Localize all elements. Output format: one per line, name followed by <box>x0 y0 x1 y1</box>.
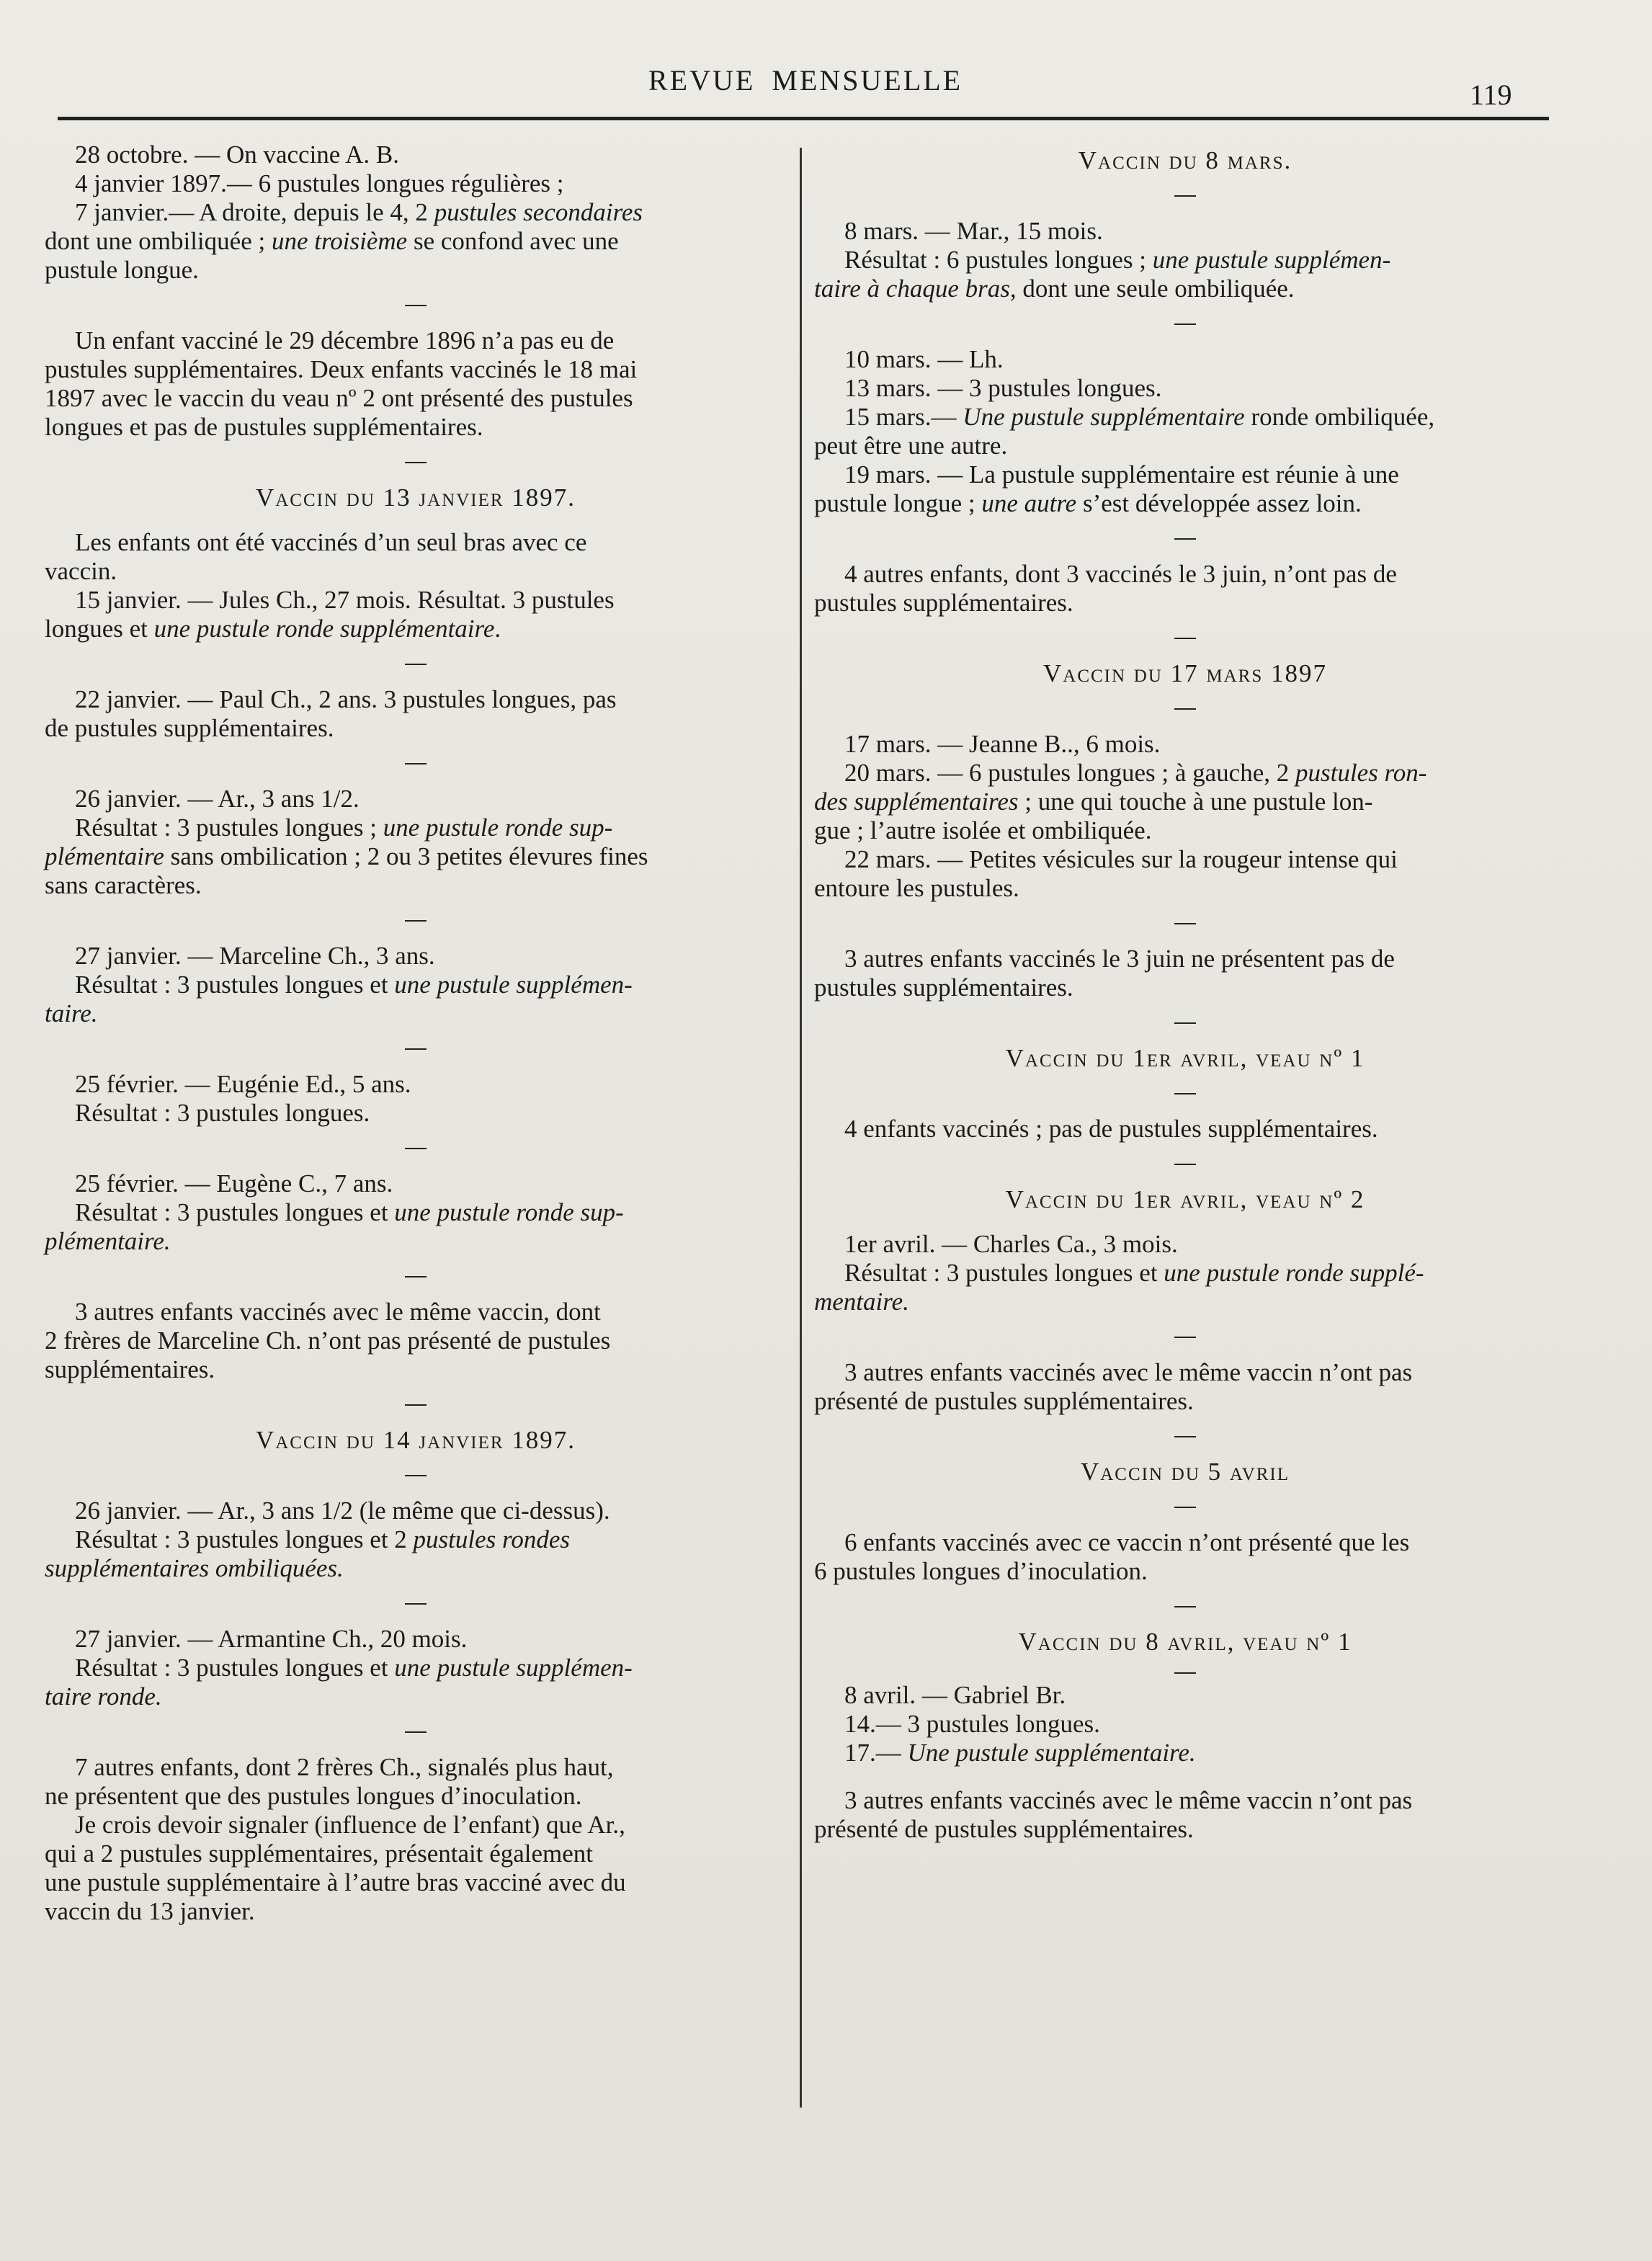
italic-span: supplémentaires ombiliquées. <box>45 1554 344 1582</box>
italic-span: une autre <box>981 489 1077 517</box>
section-heading: Vaccin du 14 janvier 1897. <box>255 1426 576 1454</box>
italic-span: pustules ron- <box>1295 759 1427 787</box>
italic-span: taire à chaque bras, <box>814 275 1017 303</box>
left-column <box>45 141 787 1926</box>
text-line <box>814 275 1556 303</box>
text-line <box>45 1682 787 1711</box>
text-span: Résultat : 3 pustules longues ; <box>75 813 383 842</box>
text-line: 4 autres enfants, dont 3 vaccinés le 3 juin, n’ont pas de <box>844 560 1397 588</box>
text-line: 25 février. — Eugène C., 7 ans. <box>75 1169 393 1198</box>
text-line <box>45 198 787 227</box>
separator-dash <box>1174 1507 1196 1508</box>
section-heading: Vaccin du 5 avril <box>1080 1458 1290 1486</box>
entry-27-janvier <box>45 942 787 1028</box>
italic-span: des supplémentaires <box>814 788 1019 816</box>
text-line: 3 autres enfants vaccinés avec le même vaccin n’ont pas <box>844 1358 1413 1386</box>
text-line: peut être une autre. <box>814 432 1008 460</box>
paragraph-3-autres-juin <box>814 945 1556 1002</box>
text-line: longues et pas de pustules supplémentaires. <box>45 413 483 441</box>
text-line: 28 octobre. — On vaccine A. B. <box>75 141 400 169</box>
italic-span: taire. <box>45 999 98 1027</box>
text-span: Résultat : 6 pustules longues ; <box>844 246 1153 274</box>
column-divider <box>800 148 802 2108</box>
text-line <box>45 999 787 1028</box>
text-line: Je crois devoir signaler (influence de l’enfant) que Ar., <box>75 1811 625 1839</box>
text-span: 7 janvier.— A droite, depuis le 4, 2 <box>75 198 434 226</box>
text-line <box>45 227 787 256</box>
italic-span: une pustule supplémen- <box>394 971 633 999</box>
text-line <box>814 1739 1556 1767</box>
separator-dash <box>1174 1337 1196 1338</box>
separator-dash <box>405 1603 427 1605</box>
spacer <box>814 1767 1556 1786</box>
text-line: 7 autres enfants, dont 2 frères Ch., signalés plus haut, <box>75 1753 614 1781</box>
text-line: présenté de pustules supplémentaires. <box>814 1815 1194 1843</box>
entry-26-janvier <box>45 785 787 900</box>
italic-span: une pustule ronde supplémentaire <box>153 615 495 643</box>
entry-27-janvier-armantine <box>45 1625 787 1711</box>
text-line <box>45 842 787 871</box>
text-line <box>814 1288 1556 1316</box>
text-span: Résultat : 3 pustules longues et 2 <box>75 1525 414 1553</box>
text-line: Les enfants ont été vaccinés d’un seul bras avec ce <box>75 528 587 556</box>
text-line: supplémentaires. <box>45 1355 215 1383</box>
entry-8-avril <box>814 1681 1556 1767</box>
text-line <box>45 1227 787 1256</box>
separator-dash <box>405 462 427 463</box>
text-line: 6 pustules longues d’inoculation. <box>814 1557 1148 1585</box>
paragraph-4-enfants <box>814 1115 1556 1143</box>
text-span: sans ombilication ; 2 ou 3 petites élevures fines <box>164 842 648 870</box>
running-title: REVUE MENSUELLE <box>648 64 963 97</box>
separator-dash <box>1174 538 1196 540</box>
separator-dash <box>405 664 427 665</box>
text-line: 27 janvier. — Armantine Ch., 20 mois. <box>75 1625 468 1653</box>
text-line: 15 janvier. — Jules Ch., 27 mois. Résultat. 3 pustules <box>75 586 615 614</box>
separator-dash <box>1174 923 1196 924</box>
text-line <box>814 403 1556 432</box>
text-span: Résultat : 3 pustules longues et <box>75 971 395 999</box>
separator-dash <box>1174 1022 1196 1024</box>
separator-dash <box>405 1276 427 1277</box>
italic-span: plémentaire <box>45 842 164 870</box>
text-line: 3 autres enfants vaccinés avec le même vaccin n’ont pas <box>844 1786 1413 1814</box>
separator-dash <box>1174 324 1196 325</box>
italic-span: mentaire. <box>814 1288 909 1316</box>
separator-dash <box>405 1148 427 1149</box>
separator-dash <box>1174 1606 1196 1607</box>
text-line: 6 enfants vaccinés avec ce vaccin n’ont présenté que les <box>844 1528 1410 1556</box>
text-line <box>814 759 1556 788</box>
text-line: ne présentent que des pustules longues d’inoculation. <box>45 1782 582 1810</box>
section-heading: Vaccin du 1er avril, veau nº 2 <box>1005 1185 1365 1213</box>
text-line: pustules supplémentaires. <box>814 589 1073 617</box>
text-line: 25 février. — Eugénie Ed., 5 ans. <box>75 1070 411 1098</box>
separator-dash <box>1174 638 1196 639</box>
text-span: 15 mars.— <box>844 403 963 431</box>
entry-25-fevrier-eugene <box>45 1169 787 1256</box>
text-line: 3 autres enfants vaccinés avec le même vaccin, dont <box>75 1298 601 1326</box>
text-span: . <box>494 615 501 643</box>
paragraph-4-autres <box>814 560 1556 617</box>
separator-dash <box>1174 1436 1196 1437</box>
text-line: 19 mars. — La pustule supplémentaire est réunie à une <box>844 460 1399 489</box>
text-line: 22 mars. — Petites vésicules sur la rougeur intense qui <box>844 845 1398 873</box>
section-heading: Vaccin du 1er avril, veau nº 1 <box>1005 1044 1365 1072</box>
italic-span: une pustule ronde supplé- <box>1164 1259 1424 1287</box>
italic-span: pustules secondaires <box>434 198 643 226</box>
text-line: Un enfant vacciné le 29 décembre 1896 n’a pas eu de <box>75 326 615 354</box>
paragraph-3-autres-meme-vaccin <box>814 1358 1556 1416</box>
separator-dash <box>1174 1093 1196 1094</box>
text-line: 4 enfants vaccinés ; pas de pustules supplémentaires. <box>844 1115 1378 1143</box>
text-span: dont une ombiliquée ; <box>45 227 272 255</box>
entry-1er-avril <box>814 1230 1556 1316</box>
separator-dash <box>1174 1672 1196 1674</box>
separator-dash <box>405 1475 427 1476</box>
text-line: 26 janvier. — Ar., 3 ans 1/2. <box>75 785 360 813</box>
section-heading: Vaccin du 8 mars. <box>1078 146 1292 174</box>
right-column <box>814 141 1556 1844</box>
text-line: 26 janvier. — Ar., 3 ans 1/2 (le même que ci-dessus). <box>75 1497 610 1525</box>
text-line: pustule longue. <box>45 256 199 284</box>
entry-28-octobre <box>45 141 787 285</box>
text-span: Résultat : 3 pustules longues et <box>75 1198 395 1226</box>
text-line: 2 frères de Marceline Ch. n’ont pas présenté de pustules <box>45 1326 611 1355</box>
separator-dash <box>1174 195 1196 197</box>
section-heading: Vaccin du 13 janvier 1897. <box>255 483 576 512</box>
section-heading: Vaccin du 8 avril, veau nº 1 <box>1018 1628 1352 1656</box>
text-line <box>45 615 787 643</box>
text-span: s’est développée assez loin. <box>1076 489 1362 517</box>
text-line: 4 janvier 1897.— 6 pustules longues régulières ; <box>75 169 564 197</box>
italic-span: pustules rondes <box>413 1525 570 1553</box>
italic-span: Une pustule supplémentaire. <box>907 1739 1196 1767</box>
text-line: 27 janvier. — Marceline Ch., 3 ans. <box>75 942 435 970</box>
separator-dash <box>405 763 427 764</box>
paragraph-3-autres-final <box>814 1786 1556 1844</box>
text-span: 20 mars. — 6 pustules longues ; à gauche, 2 <box>844 759 1296 787</box>
paragraph-conclusion <box>45 1753 787 1926</box>
italic-span: taire ronde. <box>45 1682 162 1711</box>
text-span: Résultat : 3 pustules longues et <box>844 1259 1164 1287</box>
separator-dash <box>1174 708 1196 710</box>
entry-26-janvier-bis <box>45 1497 787 1583</box>
page-number: 119 <box>1470 79 1512 111</box>
paragraph-autres-enfants <box>45 1298 787 1384</box>
text-span: Résultat : 3 pustules longues et <box>75 1654 395 1682</box>
text-line <box>814 489 1556 518</box>
entry-10-mars <box>814 345 1556 518</box>
text-line <box>814 788 1556 816</box>
text-span: ronde ombiliquée, <box>1244 403 1435 431</box>
entry-13-janvier <box>45 528 787 643</box>
text-line: 3 autres enfants vaccinés le 3 juin ne présentent pas de <box>844 945 1395 973</box>
entry-25-fevrier-eugenie <box>45 1070 787 1128</box>
text-line: 14.— 3 pustules longues. <box>844 1710 1100 1738</box>
text-line: entoure les pustules. <box>814 874 1019 902</box>
text-line <box>45 1654 787 1682</box>
italic-span: une pustule supplémen- <box>394 1654 633 1682</box>
text-span: 17.— <box>844 1739 908 1767</box>
text-line <box>45 1525 787 1554</box>
text-line <box>45 1554 787 1583</box>
text-line: une pustule supplémentaire à l’autre bras vacciné avec du <box>45 1868 626 1896</box>
header-rule <box>58 117 1549 120</box>
text-line: 22 janvier. — Paul Ch., 2 ans. 3 pustules longues, pas <box>75 685 617 713</box>
italic-span: une pustule supplémen- <box>1152 246 1391 274</box>
text-line <box>45 813 787 842</box>
text-line: présenté de pustules supplémentaires. <box>814 1387 1194 1415</box>
text-line <box>45 971 787 999</box>
text-line: pustules supplémentaires. Deux enfants vaccinés le 18 mai <box>45 355 638 383</box>
italic-span: plémentaire. <box>45 1227 171 1255</box>
text-line: Résultat : 3 pustules longues. <box>75 1099 370 1127</box>
text-line <box>814 1259 1556 1288</box>
text-line: vaccin. <box>45 557 117 585</box>
separator-dash <box>405 305 427 306</box>
italic-span: une pustule ronde sup- <box>394 1198 624 1226</box>
paragraph-29-decembre <box>45 326 787 442</box>
separator-dash <box>405 1404 427 1406</box>
text-line: 8 mars. — Mar., 15 mois. <box>844 217 1103 245</box>
text-line: de pustules supplémentaires. <box>45 714 334 742</box>
separator-dash <box>405 1048 427 1050</box>
separator-dash <box>1174 1164 1196 1165</box>
text-line: gue ; l’autre isolée et ombiliquée. <box>814 816 1152 844</box>
separator-dash <box>405 920 427 922</box>
text-line <box>45 1198 787 1227</box>
italic-span: une troisième <box>271 227 408 255</box>
section-heading: Vaccin du 17 mars 1897 <box>1042 659 1328 687</box>
text-line: 17 mars. — Jeanne B.., 6 mois. <box>844 730 1161 758</box>
text-line: 13 mars. — 3 pustules longues. <box>844 374 1162 402</box>
text-line: qui a 2 pustules supplémentaires, présentait également <box>45 1839 594 1868</box>
text-span: dont une seule ombiliquée. <box>1016 275 1295 303</box>
text-span: se confond avec une <box>407 227 619 255</box>
text-line: 8 avril. — Gabriel Br. <box>844 1681 1066 1709</box>
entry-8-mars <box>814 217 1556 303</box>
text-line: 1897 avec le vaccin du veau nº 2 ont présenté des pustules <box>45 384 633 412</box>
text-line: vaccin du 13 janvier. <box>45 1897 255 1925</box>
entry-17-mars <box>814 730 1556 903</box>
text-line: 1er avril. — Charles Ca., 3 mois. <box>844 1230 1178 1258</box>
text-line: sans caractères. <box>45 871 202 899</box>
text-line <box>814 246 1556 275</box>
italic-span: Une pustule supplémentaire <box>963 403 1245 431</box>
paragraph-6-enfants <box>814 1528 1556 1586</box>
text-span: longues et <box>45 615 154 643</box>
text-span: ; une qui touche à une pustule lon- <box>1018 788 1373 816</box>
text-line: pustules supplémentaires. <box>814 973 1073 1002</box>
separator-dash <box>405 1731 427 1733</box>
italic-span: une pustule ronde sup- <box>383 813 613 842</box>
text-span: pustule longue ; <box>814 489 982 517</box>
text-line: 10 mars. — Lh. <box>844 345 1004 373</box>
entry-22-janvier <box>45 685 787 743</box>
